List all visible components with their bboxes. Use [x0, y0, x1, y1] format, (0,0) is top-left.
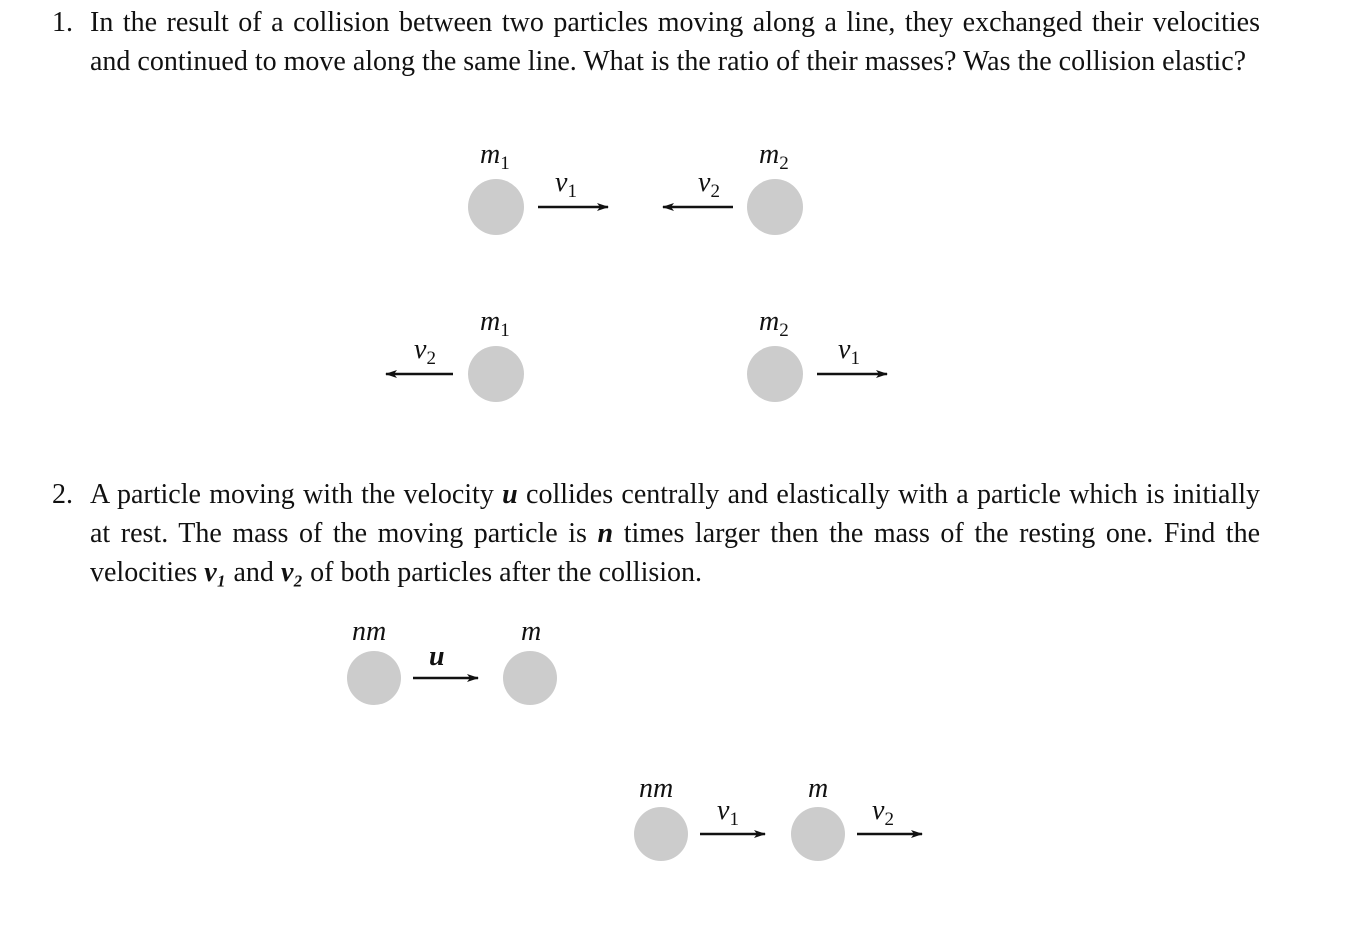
- particle: [503, 651, 557, 705]
- label-u: u: [429, 641, 445, 672]
- label-v2: $v_2$: [872, 795, 894, 830]
- label-m1: $m_1$: [480, 306, 510, 341]
- label-v1: $v_1$: [717, 795, 739, 830]
- particle: [347, 651, 401, 705]
- particle: [747, 179, 803, 235]
- label-v2: $v_2$: [698, 167, 720, 202]
- label-m2: $m_2$: [759, 306, 789, 341]
- problem-text: A particle moving with the velocity u collides centrally and elastically with a particle which is initially at rest. The mass of the moving particle is n times larger then the mass of the resting one. Find the velocities v₁ and v₂ of both particles after the collision.: [90, 479, 1261, 588]
- label-m2: $m_2$: [759, 139, 789, 174]
- label-m1: $m_1$: [480, 139, 510, 174]
- label-nm: nm: [352, 616, 387, 647]
- problem-text: In the result of a collision between two particles moving along a line, they exchanged their velocities and continued to move along the same line. What is the ratio of their masses? Was the collision elastic?: [90, 7, 1260, 77]
- label-m: m: [521, 616, 542, 647]
- label-v1: $v_1$: [838, 334, 860, 369]
- particle: [634, 807, 688, 861]
- label-v2: $v_2$: [414, 334, 436, 369]
- particle: [747, 346, 803, 402]
- label-nm: nm: [639, 773, 674, 804]
- label-v1: $v_1$: [555, 167, 577, 202]
- problem-number: 2.: [52, 479, 73, 510]
- label-m: m: [808, 773, 829, 804]
- particle: [791, 807, 845, 861]
- particle: [468, 179, 524, 235]
- particle: [468, 346, 524, 402]
- problem-number: 1.: [52, 7, 73, 38]
